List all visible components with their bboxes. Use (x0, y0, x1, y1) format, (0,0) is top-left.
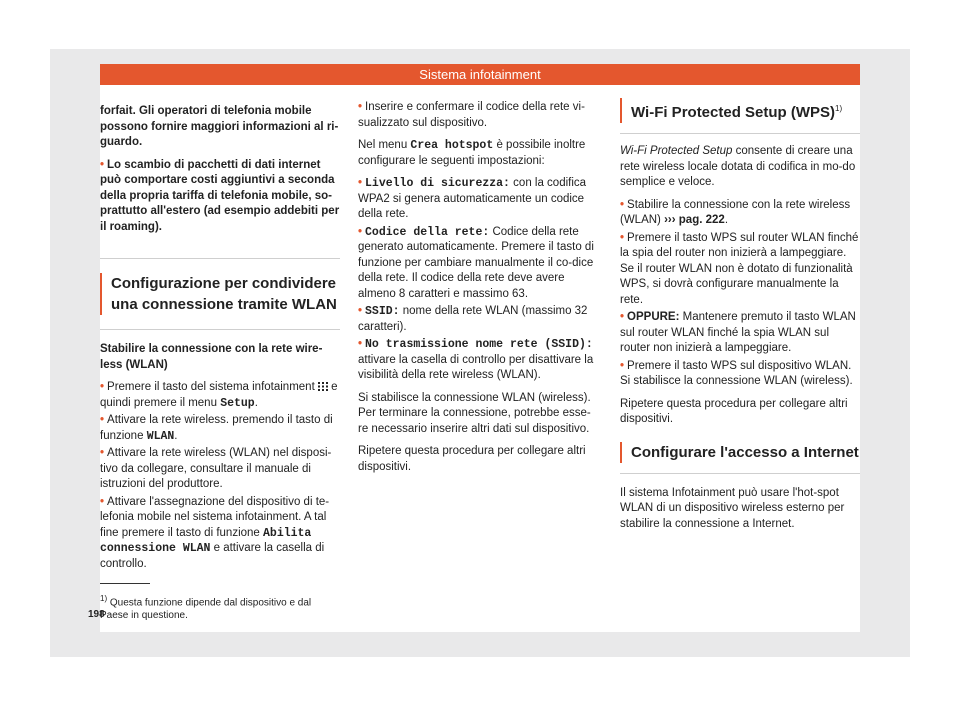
footnote: $^{1)}$ Questa funzione dipende dal dispositivo e dal Paese in questione. (100, 594, 312, 622)
list-item: • Attivare la rete wireless (WLAN) nel disposi-tivo da collegare, consultare il manuale di istruzioni del produttore. (100, 447, 332, 490)
column-3 (620, 98, 860, 539)
subheading-wlan: Stabilire la connessione con la rete wire-less (WLAN) (100, 343, 323, 371)
list-item: • Attivare la rete wireless. premendo il tasto di funzione WLAN. (100, 414, 333, 443)
list-item: • No trasmissione nome rete (SSID): attivare la casella di controllo per disattivare la visibilità della rete wireless (WLAN). (358, 338, 594, 381)
list-item: • Premere il tasto del sistema infotainment e quindi premere il menu Setup. (100, 381, 338, 410)
divider (620, 133, 860, 134)
page-number: 198 (88, 609, 105, 620)
section-heading-wps: Wi-Fi Protected Setup (WPS)$^{1)}$ (620, 98, 860, 123)
menu-grid-icon (318, 382, 328, 391)
setup-menu-label: Setup (220, 396, 255, 410)
list-item: • Codice della rete: Codice della rete generato automaticamente. Premere il tasto di funzione per cambiare manualmente il co-dice della rete. Il codice della rete deve avere almeno 8 caratteri e massimo 63. (358, 225, 594, 300)
list-item: • Premere il tasto WPS sul router WLAN finché la spia del router non inizierà a lampeggiare. Se il router WLAN non è dotato di funzionalità WPS, si dovrà configurare manualmente la rete. (620, 231, 859, 306)
list-item: • Attivare l'assegnazione del dispositivo di te-lefonia mobile nel sistema infotainment. A tal fine premere il tasto di funzione Abilita connessione WLAN e attivare la casella di controllo. (100, 495, 330, 570)
footnote-divider (100, 583, 150, 584)
column-1 (100, 104, 340, 579)
list-item: • OPPURE: Mantenere premuto il tasto WLAN sul router WLAN finché la spia WLAN sul router non inizierà a lampeggiare. (620, 311, 856, 354)
list-item: • SSID: nome della rete WLAN (massimo 32 caratteri). (358, 305, 588, 333)
paragraph: Ripetere questa procedura per collegare altri dispositivi. (358, 445, 586, 473)
wlan-key-label: WLAN (146, 429, 175, 443)
page (88, 64, 860, 632)
page-header: Sistema infotainment (100, 64, 860, 85)
paragraph: Il sistema Infotainment può usare l'hot-spot WLAN di un dispositivo wireless esterno per stabilire la connessione a Internet. (620, 486, 845, 530)
divider (620, 473, 860, 474)
list-item: • Livello di sicurezza: con la codifica WPA2 si genera automaticamente un codice della rete. (358, 177, 587, 220)
section-heading-internet: Configurare l'accesso a Internet (620, 442, 860, 463)
section-heading-wlan: Configurazione per condividere una connessione tramite WLAN (100, 273, 340, 315)
page-reference-link[interactable]: ››› pag. 222 (664, 214, 725, 226)
list-item: • Stabilire la connessione con la rete wireless (WLAN) ››› pag. 222. (620, 198, 851, 226)
divider (100, 329, 340, 330)
paragraph: Si stabilisce la connessione WLAN (wireless). Per terminare la connessione, potrebbe esse-re necessario inserire altri dati sul dispositivo. (358, 391, 591, 435)
column-2 (358, 100, 600, 482)
enable-wlan-key-label: Abilita connessione WLAN (100, 526, 312, 555)
paragraph: Nel menu Crea hotspot è possibile inoltre configurare le seguenti impostazioni: (358, 139, 586, 167)
bullet-data-cost: • Lo scambio di pacchetti di dati internet può comportare costi aggiuntivi a seconda della propria tariffa di telefonia mobile, so-prattutto all'estero (ad esempio addebiti per il roaming). (100, 158, 340, 233)
divider (100, 242, 340, 259)
list-item: • Premere il tasto WPS sul dispositivo WLAN. Si stabilisce la connessione WLAN (wireless). (620, 359, 853, 387)
intro-text: forfait. Gli operatori di telefonia mobile possono fornire maggiori informazioni al ri-guardo. (100, 105, 339, 148)
hotspot-menu-label: Crea hotspot (410, 139, 494, 152)
paragraph: Ripetere questa procedura per collegare altri dispositivi. (620, 397, 848, 425)
list-item: • Inserire e confermare il codice della rete vi-sualizzato sul dispositivo. (358, 101, 585, 129)
paragraph: Wi-Fi Protected Setup consente di creare una rete wireless locale dotata di codifica in mo-do semplice e veloce. (620, 145, 856, 188)
